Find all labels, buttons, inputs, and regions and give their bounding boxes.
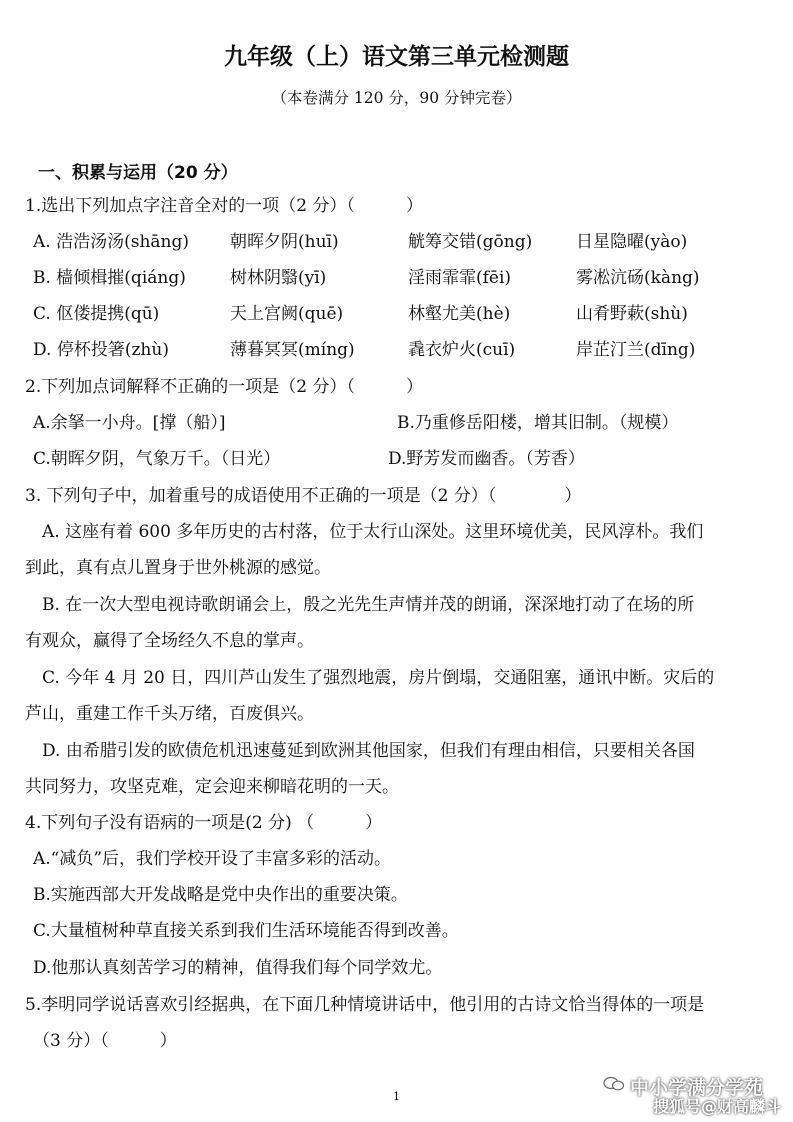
q3-option-c-line1: C. 今年 4 月 20 日，四川芦山发生了强烈地震，房片倒塌，交通阻塞，通讯中断。灾后的 bbox=[42, 668, 715, 688]
section-heading: 一、积累与运用（20 分） bbox=[38, 163, 238, 183]
q1-option-c-4: 山肴野蔌(shù) bbox=[576, 304, 688, 324]
q1-option-a-4: 日星隐曜(yào) bbox=[576, 232, 688, 252]
q2-option-a: A.余拏一小舟。[撑（船）] bbox=[33, 413, 226, 433]
chat-bubble-icon bbox=[603, 1076, 625, 1092]
page-title: 九年级（上）语文第三单元检测题 bbox=[224, 44, 569, 70]
q1-option-d-3: 毳衣炉火(cuī) bbox=[408, 340, 516, 360]
q2-option-d: D.野芳发而幽香。（芳香） bbox=[388, 449, 585, 469]
q4-option-b: B.实施西部大开发战略是党中央作出的重要决策。 bbox=[33, 885, 408, 905]
q1-option-a-2: 朝晖夕阴(huī) bbox=[230, 232, 339, 252]
q4-option-a: A.“减负”后，我们学校开设了丰富多彩的活动。 bbox=[33, 849, 392, 869]
watermark-line1: 中小学满分学苑 bbox=[630, 1077, 764, 1099]
q4-option-d: D.他那认真刻苦学习的精神，值得我们每个同学效尤。 bbox=[33, 958, 443, 978]
q3-option-d-line1: D. 由希腊引发的欧债危机迅速蔓延到欧洲其他国家，但我们有理由相信，只要相关各国 bbox=[42, 741, 695, 761]
question-4-stem: 4.下列句子没有语病的一项是(2 分) （ ） bbox=[25, 813, 383, 833]
q1-option-b-3: 淫雨霏霏(fēi) bbox=[408, 268, 512, 288]
question-2-stem: 2.下列加点词解释不正确的一项是（2 分）（ ） bbox=[25, 377, 423, 397]
q1-option-c-2: 天上宫阙(quē) bbox=[230, 304, 344, 324]
q3-option-c-line2: 芦山，重建工作千头万绪，百废俱兴。 bbox=[25, 704, 314, 724]
q4-option-c: C.大量植树种草直接关系到我们生活环境能否得到改善。 bbox=[33, 921, 459, 941]
question-5-stem-line2: （3 分）（ ） bbox=[33, 1031, 177, 1051]
q3-option-b-line1: B. 在一次大型电视诗歌朗诵会上，殷之光先生声情并茂的朗诵，深深地打动了在场的所 bbox=[42, 595, 695, 615]
q1-option-c-3: 林壑尤美(hè) bbox=[408, 304, 511, 324]
question-1-stem: 1.选出下列加点字注音全对的一项（2 分）（ ） bbox=[25, 196, 423, 216]
q1-option-b-4: 雾凇沆砀(kàng) bbox=[576, 268, 700, 288]
q1-option-a-1: A. 浩浩汤汤(shāng) bbox=[33, 232, 189, 252]
question-3-stem: 3. 下列句子中，加着重号的成语使用不正确的一项是（2 分）（ ） bbox=[25, 486, 582, 506]
question-5-stem-line1: 5.李明同学说话喜欢引经据典，在下面几种情境讲话中，他引用的古诗文恰当得体的一项是 bbox=[25, 995, 705, 1015]
page-number: 1 bbox=[393, 1090, 400, 1103]
q1-option-d-2: 薄暮冥冥(míng) bbox=[230, 340, 355, 360]
q1-option-a-3: 觥筹交错(gōng) bbox=[408, 232, 533, 252]
q2-option-b: B.乃重修岳阳楼，增其旧制。（规模） bbox=[397, 413, 679, 433]
page-subtitle: （本卷满分 120 分，90 分钟完卷） bbox=[271, 89, 522, 107]
q1-option-d-1: D. 停杯投箸(zhù) bbox=[33, 340, 169, 360]
q3-option-b-line2: 有观众，赢得了全场经久不息的掌声。 bbox=[25, 631, 314, 651]
watermark-line2: 搜狐号@财高麟斗 bbox=[653, 1097, 782, 1116]
q1-option-b-1: B. 樯倾楫摧(qiáng) bbox=[33, 268, 186, 288]
q3-option-a-line2: 到此，真有点儿置身于世外桃源的感觉。 bbox=[25, 558, 331, 578]
q2-option-c: C.朝晖夕阴，气象万千。（日光） bbox=[33, 449, 281, 469]
q3-option-d-line2: 共同努力，攻坚克难，定会迎来柳暗花明的一天。 bbox=[25, 777, 399, 797]
q1-option-b-2: 树林阴翳(yī) bbox=[230, 268, 327, 288]
q3-option-a-line1: A. 这座有着 600 多年历史的古村落，位于太行山深处。这里环境优美，民风淳朴。我们 bbox=[42, 522, 704, 542]
q1-option-c-1: C. 伛偻提携(qū) bbox=[33, 304, 160, 324]
q1-option-d-4: 岸芷汀兰(dīng) bbox=[576, 340, 696, 360]
